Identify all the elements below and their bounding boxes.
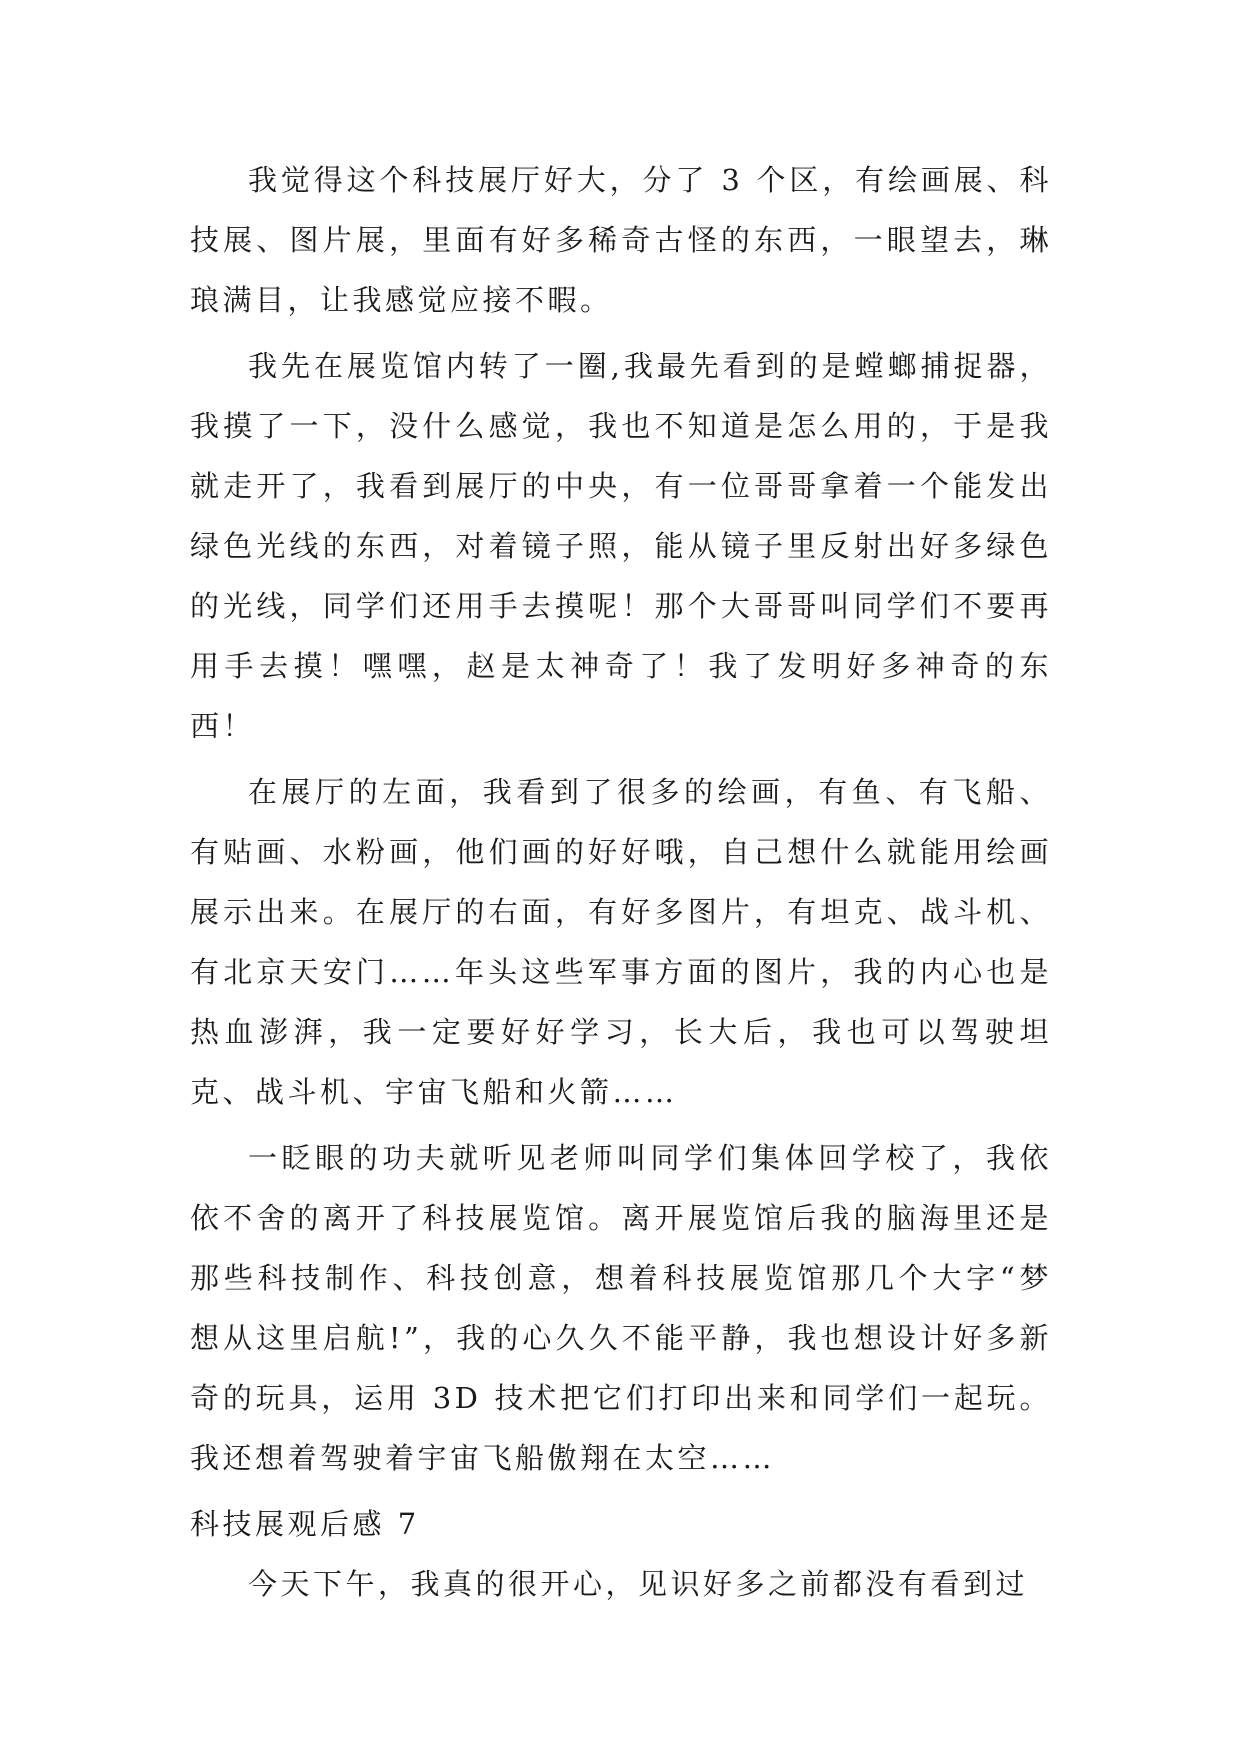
paragraph-2: 我先在展览馆内转了一圈,我最先看到的是螳螂捕捉器，我摸了一下，没什么感觉，我也不知道是怎么用的，于是我就走开了，我看到展厅的中央，有一位哥哥拿着一个能发出绿色光线的东西，对着镜子照，能从镜子里反射出好多绿色的光线，同学们还用手去摸呢！那个大哥哥叫同学们不要再用手去摸！嘿嘿，赵是太神奇了！我了发明好多神奇的东西！ [190, 349, 1052, 743]
section-heading: 科技展观后感 7 [190, 1507, 420, 1541]
document-page [190, 150, 1052, 1620]
paragraph-4: 一眨眼的功夫就听见老师叫同学们集体回学校了，我依依不舍的离开了科技展览馆。离开展览馆后我的脑海里还是那些科技制作、科技创意，想着科技展览馆那几个大字“梦想从这里启航!”，我的心久久不能平静，我也想设计好多新奇的玩具，运用 3D 技术把它们打印出来和同学们一起玩。我还想着驾驶着宇宙飞船傲翔在太空…… [190, 1141, 1052, 1475]
paragraph-1: 我觉得这个科技展厅好大，分了 3 个区，有绘画展、科技展、图片展，里面有好多稀奇古怪的东西，一眼望去，琳琅满目，让我感觉应接不暇。 [190, 163, 1052, 317]
paragraph-5: 今天下午，我真的很开心，见识好多之前都没有看到过 [248, 1567, 1029, 1601]
paragraph-3: 在展厅的左面，我看到了很多的绘画，有鱼、有飞船、有贴画、水粉画，他们画的好好哦，自己想什么就能用绘画展示出来。在展厅的右面，有好多图片，有坦克、战斗机、有北京天安门……年头这些军事方面的图片，我的内心也是热血澎湃，我一定要好好学习，长大后，我也可以驾驶坦克、战斗机、宇宙飞船和火箭…… [190, 775, 1052, 1109]
